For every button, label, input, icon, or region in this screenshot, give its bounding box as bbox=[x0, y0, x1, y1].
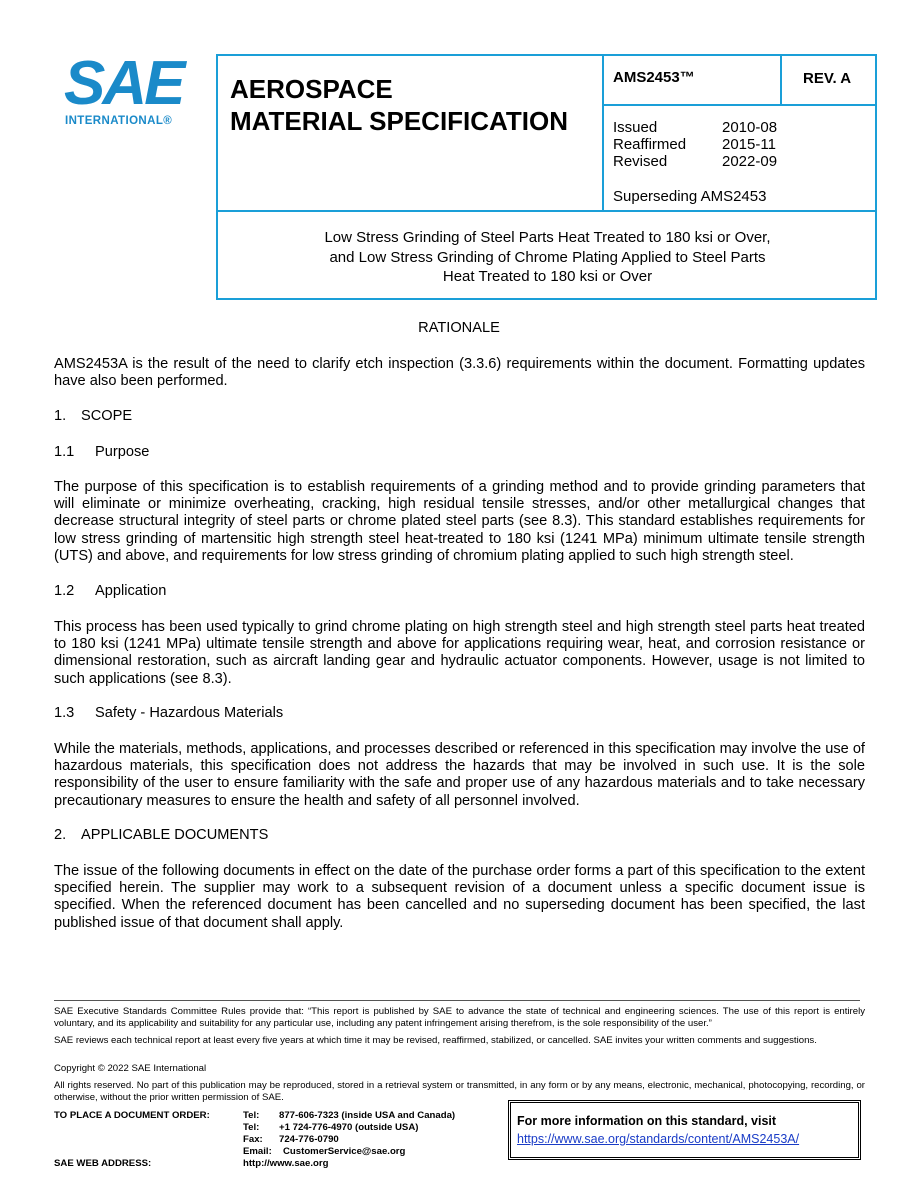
revision-cell bbox=[782, 56, 877, 106]
footer-rule bbox=[54, 1000, 860, 1001]
rationale-text: AMS2453A is the result of the need to clarify etch inspection (3.3.6) requirements within the document. Formatting updates have also been performed. bbox=[54, 356, 865, 390]
contact-label: Tel: bbox=[243, 1110, 260, 1121]
dates-cell bbox=[604, 106, 877, 212]
section-title: SCOPE bbox=[81, 408, 133, 424]
section-number: 2. bbox=[54, 827, 67, 843]
rationale-heading: RATIONALE bbox=[418, 320, 500, 336]
contact-row bbox=[243, 1134, 455, 1146]
section-number: 1.3 bbox=[54, 705, 75, 721]
section-1-1-heading bbox=[54, 444, 149, 460]
section-2-text: The issue of the following documents in effect on the date of the purchase order forms a part of this specification to the extent specified herein. The supplier may work to a subsequent revision of a document unless a specific document issue is specified. When the referenced document has been cancelled and no superseding document has been specified, the last published issue of that document shall apply. bbox=[54, 863, 865, 931]
footer-note-rules: SAE Executive Standards Committee Rules provide that: “This report is published by SAE to advance the state of technical and engineering sciences. The use of this report is entirely voluntary, and its applicability and suitability for any particular use, including any patent infringement arising therefrom, is the sole responsibility of the user.” bbox=[54, 1006, 865, 1030]
section-title: Safety - Hazardous Materials bbox=[95, 705, 284, 721]
section-title: Application bbox=[95, 583, 167, 599]
footer-copyright: Copyright © 2022 SAE International bbox=[54, 1063, 207, 1074]
contact-row bbox=[243, 1110, 455, 1122]
sae-logo bbox=[64, 49, 184, 130]
contact-value[interactable]: 877-606-7323 (inside USA and Canada) bbox=[279, 1110, 456, 1121]
spec-header-box bbox=[216, 54, 877, 300]
order-label: TO PLACE A DOCUMENT ORDER: bbox=[54, 1110, 210, 1121]
revised-date: 2022-09 bbox=[722, 153, 778, 170]
issued-date: 2010-08 bbox=[722, 119, 778, 136]
contact-value[interactable]: +1 724-776-4970 (outside USA) bbox=[279, 1122, 419, 1133]
header-divider bbox=[218, 210, 877, 212]
subtitle-line: and Low Stress Grinding of Chrome Plating Applied to Steel Parts bbox=[329, 248, 766, 266]
revised-label: Revised bbox=[613, 153, 668, 170]
subtitle-line: Heat Treated to 180 ksi or Over bbox=[442, 268, 653, 285]
contact-value[interactable]: 724-776-0790 bbox=[279, 1134, 339, 1145]
contact-label: Email: bbox=[243, 1146, 272, 1157]
section-1-2-heading bbox=[54, 583, 166, 599]
subtitle-line: Low Stress Grinding of Steel Parts Heat Treated to 180 ksi or Over, bbox=[324, 229, 771, 246]
reaffirmed-label: Reaffirmed bbox=[613, 136, 687, 153]
section-1-3-text: While the materials, methods, applications, and processes described or referenced in this specification may involve the use of hazardous materials, this specification does not address the hazards that may be involved in such use. It is the sole responsibility of the user to ensure familiarity with the safe and proper use of any hazardous materials and to take necessary precautionary measures to ensure the health and safety of all personnel involved. bbox=[54, 741, 865, 809]
section-number: 1.1 bbox=[54, 444, 75, 460]
spec-subtitle bbox=[218, 228, 877, 287]
standard-url-link[interactable]: https://www.sae.org/standards/content/AMS2453A/ bbox=[517, 1132, 800, 1146]
spec-title-line2: MATERIAL SPECIFICATION bbox=[230, 106, 568, 136]
contact-label: Fax: bbox=[243, 1134, 263, 1145]
web-address-link[interactable]: http://www.sae.org bbox=[243, 1158, 329, 1169]
section-1-heading bbox=[54, 408, 132, 424]
doc-number-cell bbox=[604, 56, 782, 106]
superseding-note: Superseding AMS2453 bbox=[613, 188, 767, 205]
section-number: 1. bbox=[54, 408, 67, 424]
logo-subtitle: INTERNATIONAL® bbox=[65, 115, 173, 127]
more-info-box bbox=[508, 1100, 861, 1160]
email-link[interactable]: CustomerService@sae.org bbox=[283, 1146, 406, 1157]
doc-number: AMS2453™ bbox=[613, 69, 695, 86]
contact-row bbox=[243, 1122, 455, 1134]
section-1-1-text: The purpose of this specification is to establish requirements of a grinding method and to provide grinding parameters that will eliminate or minimize overheating, cracking, high residual tensile stresses, and/or other metallurgical changes that decrease structural integrity of steel parts or chrome plated steel parts (see 8.3). This standard establishes requirements for low stress grinding of martensitic high strength steel heat-treated to 180 ksi (1241 MPa) minimum ultimate tensile strength (UTS) and above, and requirements for low stress grinding of chromium plating applied to such high strength steel. bbox=[54, 479, 865, 564]
contact-row bbox=[243, 1146, 455, 1158]
spec-title-line1: AEROSPACE bbox=[230, 74, 393, 104]
footer-rights: All rights reserved. No part of this publication may be reproduced, stored in a retrieval system or transmitted, in any form or by any means, electronic, mechanical, photocopying, recording, or otherwise, without the prior written permission of SAE. bbox=[54, 1080, 865, 1104]
section-1-3-heading bbox=[54, 705, 283, 721]
issued-label: Issued bbox=[613, 119, 658, 136]
section-number: 1.2 bbox=[54, 583, 75, 599]
contact-list bbox=[243, 1110, 455, 1170]
section-2-heading bbox=[54, 827, 268, 843]
reaffirmed-date: 2015-11 bbox=[722, 136, 776, 153]
spec-title-cell bbox=[218, 56, 604, 212]
more-info-text: For more information on this standard, visit bbox=[517, 1114, 777, 1128]
contact-label: Tel: bbox=[243, 1122, 260, 1133]
web-address-label: SAE WEB ADDRESS: bbox=[54, 1158, 152, 1169]
section-title: APPLICABLE DOCUMENTS bbox=[81, 827, 269, 843]
section-title: Purpose bbox=[95, 444, 150, 460]
section-1-2-text: This process has been used typically to grind chrome plating on high strength steel and high strength steel parts heat treated to 180 ksi (1241 MPa) ultimate tensile strength and above for applications requiring wear, heat, and corrosion resistance or dimensional restoration, such as aircraft landing gear and hydraulic actuator components. However, usage is not limited to such applications (see 8.3). bbox=[54, 619, 865, 687]
revision-label: REV. A bbox=[803, 70, 852, 87]
logo-mark: SAE bbox=[64, 49, 183, 118]
footer-note-review: SAE reviews each technical report at least every five years at which time it may be revised, reaffirmed, stabilized, or cancelled. SAE invites your written comments and suggestions. bbox=[54, 1035, 817, 1046]
